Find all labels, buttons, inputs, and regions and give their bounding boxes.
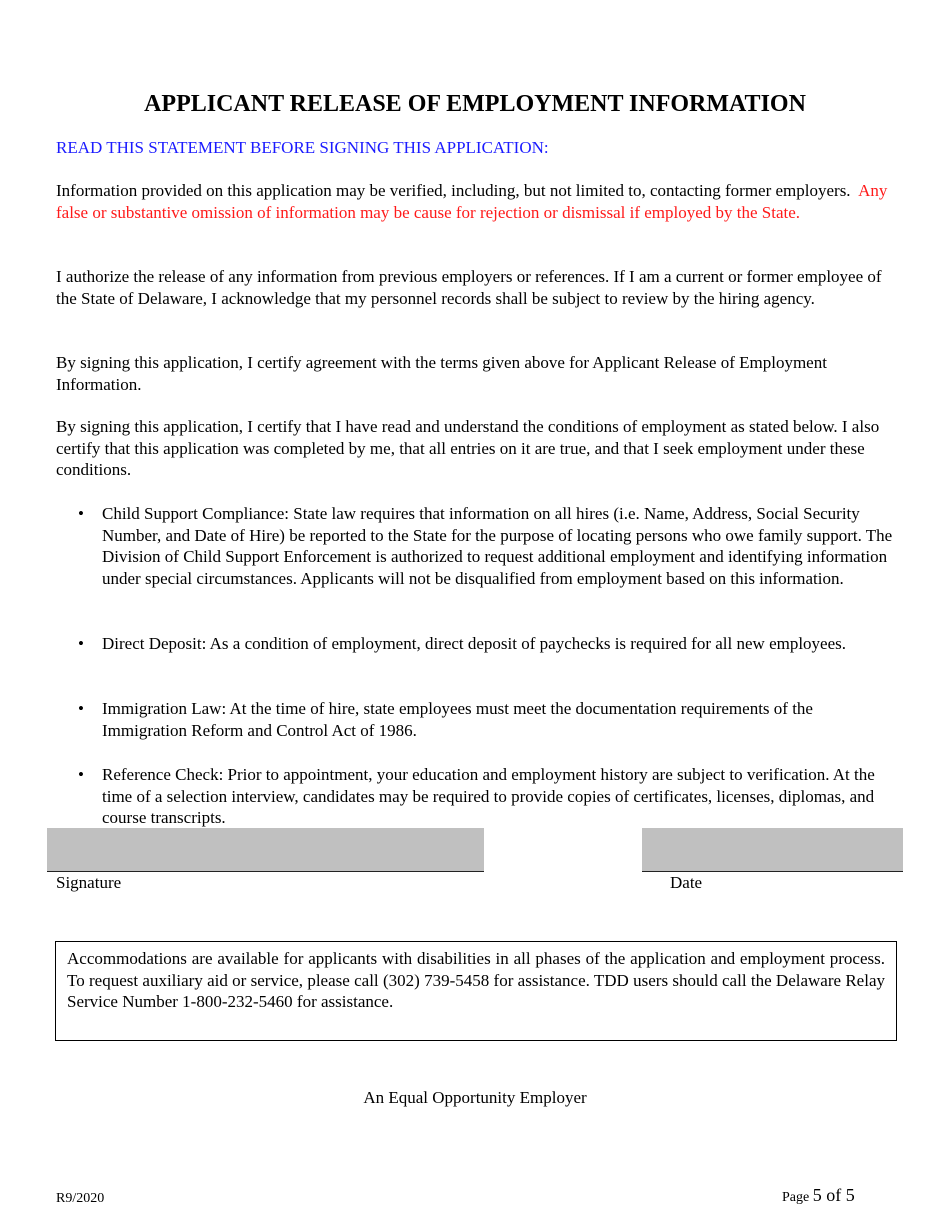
read-statement-heading: READ THIS STATEMENT BEFORE SIGNING THIS APPLICATION:: [56, 138, 549, 157]
bullet-dot: •: [78, 504, 84, 523]
revision-code: R9/2020: [56, 1191, 105, 1206]
bullet-reference-check: [78, 764, 898, 829]
page-title: APPLICANT RELEASE OF EMPLOYMENT INFORMATION: [144, 91, 806, 117]
bullet-text: Direct Deposit: As a condition of employment, direct deposit of paychecks is required for all new employees.: [102, 634, 847, 653]
page-number: [782, 1185, 855, 1209]
bullet-text: Child Support Compliance: State law requires that information on all hires (i.e. Name, Address, Social Security Number, and Date of Hire) be reported to the State for the purpose of locating persons who owe family support. The Division of Child Support Enforcement is authorized to request additional employment and identifying information under special circumstances. Applicants will not be disqualified from employment based on this information.: [102, 504, 893, 588]
verification-paragraph: [56, 180, 901, 223]
certification-paragraph: By signing this application, I certify agreement with the terms given above for Applicant Release of Employment Information.: [56, 353, 827, 394]
verification-text: Information provided on this application may be verified, including, but not limited to, contacting former employers.: [56, 181, 851, 200]
bullet-text: Reference Check: Prior to appointment, your education and employment history are subject to verification. At the time of a selection interview, candidates may be required to provide copies of certificates, licenses, diplomas, and course transcripts.: [102, 765, 875, 827]
falsification-warning: Any false or substantive omission of information may be cause for rejection or dismissal if employed by the State.: [56, 181, 888, 222]
equal-opportunity-statement: An Equal Opportunity Employer: [363, 1088, 587, 1107]
page-count: 5 of 5: [812, 1185, 855, 1205]
signature-label: Signature: [56, 873, 122, 892]
bullet-dot: •: [78, 634, 84, 653]
date-field[interactable]: [642, 828, 903, 872]
bullet-child-support: [78, 503, 898, 589]
signature-field[interactable]: [47, 828, 484, 872]
bullet-dot: •: [78, 699, 84, 718]
bullet-text: Immigration Law: At the time of hire, state employees must meet the documentation requirements of the Immigration Reform and Control Act of 1986.: [102, 699, 813, 740]
conditions-paragraph: By signing this application, I certify that I have read and understand the conditions of employment as stated below. I also certify that this application was completed by me, that all entries on it are true, and that I seek employment under these conditions.: [56, 417, 880, 479]
page-word: Page: [782, 1190, 813, 1205]
bullet-dot: •: [78, 765, 84, 784]
bullet-immigration-law: [78, 698, 898, 741]
bullet-direct-deposit: [78, 633, 898, 655]
date-label: Date: [670, 873, 703, 892]
accommodations-notice: Accommodations are available for applicants with disabilities in all phases of the application and employment process. To request auxiliary aid or service, please call (302) 739-5458 for assistance. TDD users should call the Delaware Relay Service Number 1-800-232-5460 for assistance.: [55, 941, 897, 1041]
authorization-paragraph: I authorize the release of any information from previous employers or references. If I am a current or former employee of the State of Delaware, I acknowledge that my personnel records shall be subject to review by the hiring agency.: [56, 267, 882, 308]
